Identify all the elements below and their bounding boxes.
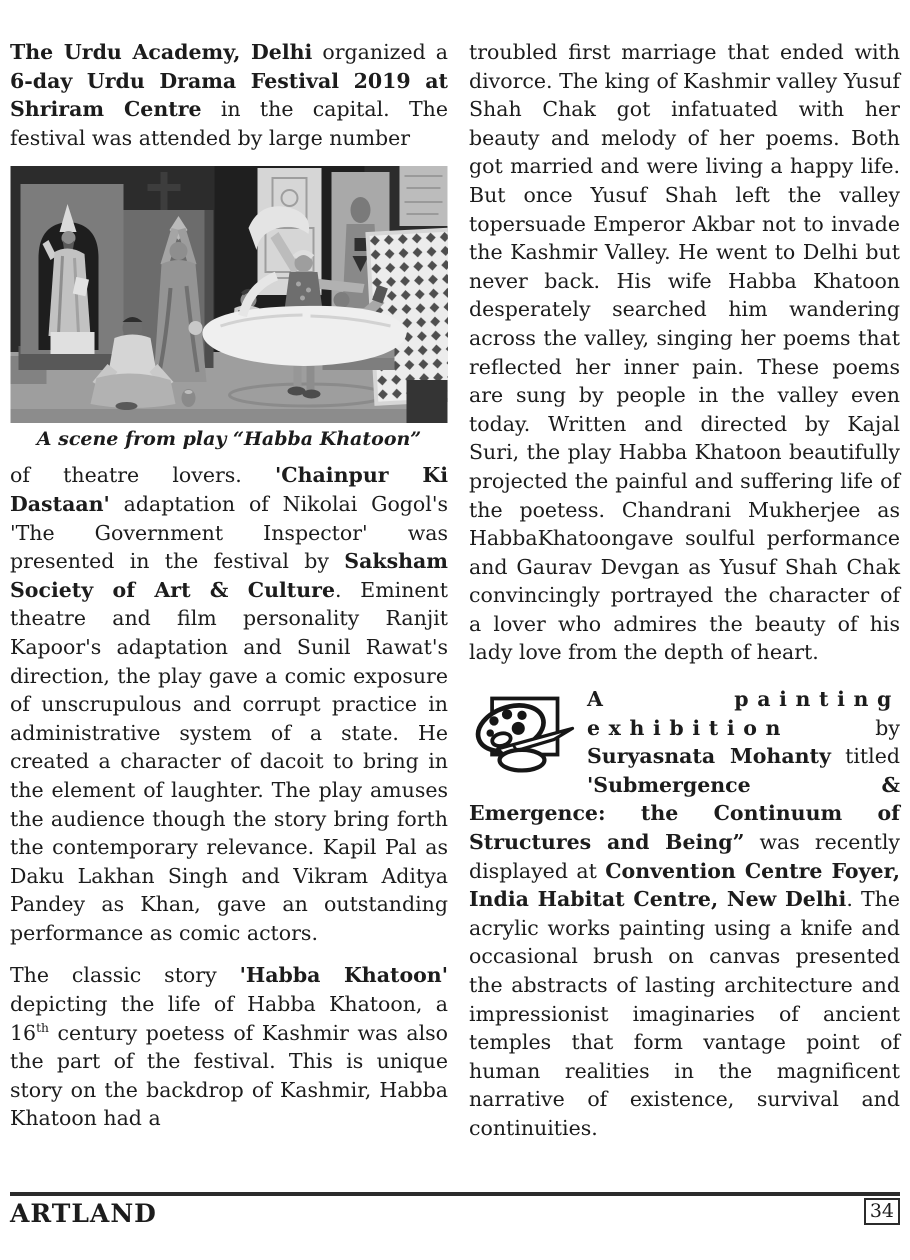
- photo-caption: A scene from play “Habba Khatoon”: [36, 428, 422, 451]
- right-column: [469, 38, 900, 1157]
- paragraph-urdu-festival: The Urdu Academy, Delhi organized a 6-day Urdu Drama Festival 2019 at Shriram Centre in the capital. The festival was attended by large number: [10, 40, 448, 150]
- paragraph-habba-khatoon-intro: The classic story 'Habba Khatoon' depicting the life of Habba Khatoon, a 16th century poetess of Kashmir was also the part of the festival. This is unique story on the backdrop of Kashmir, Habba Khatoon had a: [10, 963, 448, 1131]
- painting-exhibition-text: A painting exhibition by Suryasnata Mohanty titled 'Submergence & Emergence: the Continuum of Structures and Being” was recently displayed at Convention Centre Foyer, India Habitat Centre, New Delhi. The acrylic works painting using a knife and occasional brush on canvas presented the abstracts of lasting architecture and impressionist imaginaries of ancient temples that form vantage point of human realities in the magnificent narrative of existence, survival and continuities.: [469, 687, 900, 1140]
- play-scene-photo: [10, 166, 448, 423]
- paragraph-painting-exhibition: [469, 685, 900, 1143]
- page-footer: [10, 1192, 900, 1228]
- left-column: [10, 38, 448, 1157]
- paragraph-chainpur-ki-dastaan: of theatre lovers. 'Chainpur Ki Dastaan' adaptation of Nikolai Gogol's 'The Government Inspector' was presented in the festival by Saksham Society of Art & Culture. Eminent theatre and film personality Ranjit Kapoor's adaptation and Sunil Rawat's direction, the play gave a comic exposure of unscrupulous and corrupt practice in administrative system of a state. He created a character of dacoit to bring in the element of laughter. The play amuses the audience though the story bring forth the contemporary relevance. Kapil Pal as Daku Lakhan Singh and Vikram Aditya Pandey as Khan, gave an outstanding performance as comic actors.: [10, 463, 448, 945]
- paragraph-habba-khatoon-story: troubled first marriage that ended with divorce. The king of Kashmir valley Yusuf Shah Chak got infatuated with her beauty and melody of her poems. Both got married and were living a happy life. But once Yusuf Shah left the valley topersuade Emperor Akbar not to invade the Kashmir Valley. He went to Delhi but never back. His wife Habba Khatoon desperately searched him wandering across the valley, singing her poems that reflected her inner pain. These poems are sung by people in the valley even today. Written and directed by Kajal Suri, the play Habba Khatoon beautifully projected the painful and suffering life of the poetess. Chandrani Mukherjee as HabbaKhatoongave soulful performance and Gaurav Devgan as Yusuf Shah Chak convincingly portrayed the character of a lover who admires the beauty of his lady love from the depth of heart.: [469, 40, 900, 665]
- page-number-badge: 34: [864, 1198, 900, 1225]
- play-scene-figure: [10, 166, 448, 451]
- footer-rule: [10, 1192, 900, 1196]
- painting-palette-icon: [469, 691, 575, 777]
- magazine-name: ARTLAND: [10, 1199, 157, 1228]
- footer-row: [10, 1199, 900, 1228]
- two-column-layout: [10, 38, 900, 1157]
